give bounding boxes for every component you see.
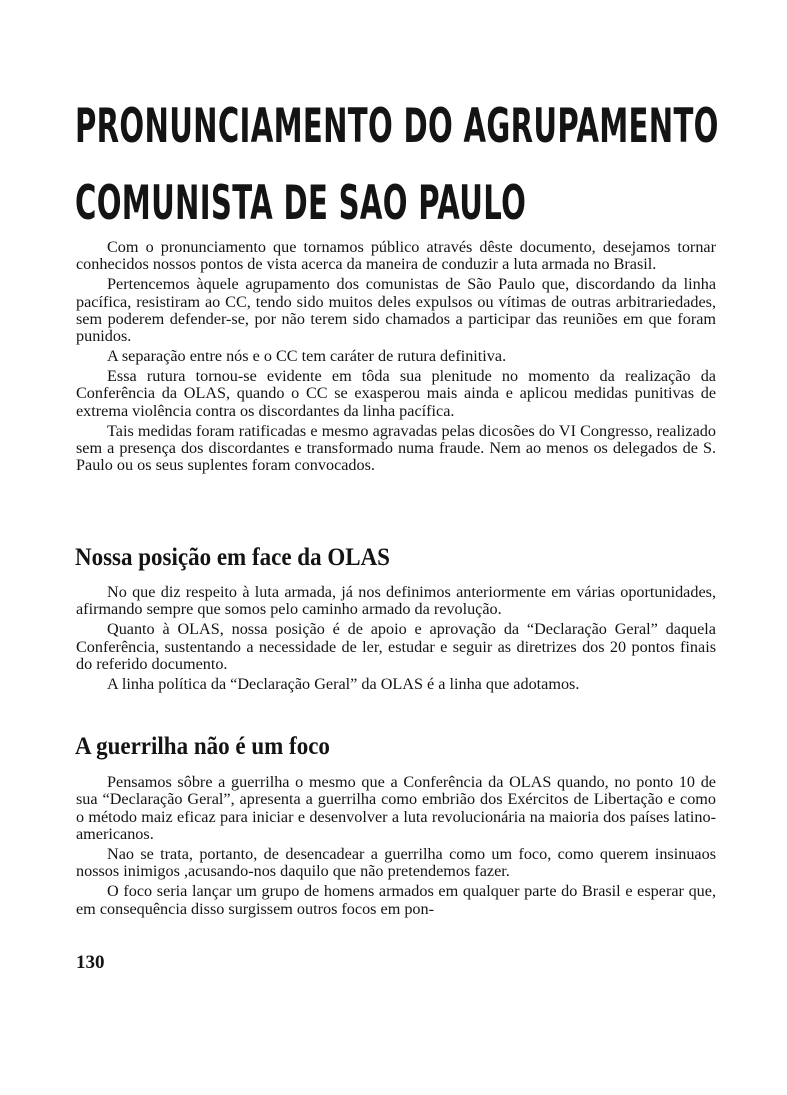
page-title <box>75 88 719 242</box>
paragraph: O foco seria lançar um grupo de homens armados em qualquer parte do Brasil e esperar que, em consequência disso surgissem outros focos em pon- <box>76 882 716 918</box>
paragraph: Pertencemos àquele agrupamento dos comunistas de São Paulo que, discordando da linha pacífica, resistiram ao CC, tendo sido muitos deles expulsos ou vítimas de outras arbitrariedades, sem poderem defender-se, por não terem sido chamados a participar das reuniões em que foram punidos. <box>76 275 716 346</box>
page-number: 130 <box>76 952 105 973</box>
section-heading-guerrilha: A guerrilha não é um foco <box>75 733 330 760</box>
paragraph: No que diz respeito à luta armada, já nos definimos anteriormente em várias oportunidades, afirmando sempre que somos pelo caminho armado da revolução. <box>76 583 716 619</box>
paragraph: A linha política da “Declaração Geral” da OLAS é a linha que adotamos. <box>107 674 580 693</box>
title-line-1: PRONUNCIAMENTO DO AGRUPAMENTO <box>75 99 719 154</box>
paragraph: Pensamos sôbre a guerrilha o mesmo que a Conferência da OLAS quando, no ponto 10 de sua “Declaração Geral”, apresenta a guerrilha como embrião dos Exércitos de Libertação e como o método maiz eficaz para iniciar e desenvolver a luta revolucionária na maioria dos países latino-americanos. <box>76 773 716 844</box>
section-guerrilha-text <box>76 774 716 918</box>
paragraph: Quanto à OLAS, nossa posição é de apoio e aprovação da “Declaração Geral” daquela Conferência, sustentando a necessidade de ler, estudar e seguir as diretrizes dos 20 pontos finais do referido documento. <box>76 620 716 674</box>
intro-text <box>76 239 716 475</box>
section-heading-olas: Nossa posição em face da OLAS <box>75 544 390 571</box>
paragraph: Com o pronunciamento que tornamos público através dêste documento, desejamos tornar conhecidos nossos pontos de vista acerca da maneira de conduzir a luta armada no Brasil. <box>76 238 716 274</box>
paragraph: Essa rutura tornou-se evidente em tôda sua plenitude no momento da realização da Conferência da OLAS, quando o CC se exasperou mais ainda e aplicou medidas punitivas de extrema violência contra os discordantes da linha pacífica. <box>76 367 716 420</box>
paragraph: Tais medidas foram ratificadas e mesmo agravadas pelas dicosões do VI Congresso, realizado sem a presença dos discordantes e transformado numa fraude. Nem ao menos os delegados de S. Paulo ou os seus suplentes foram convocados. <box>76 421 716 475</box>
title-line-2: COMUNISTA DE SAO PAULO <box>75 176 527 231</box>
paragraph: Nao se trata, portanto, de desencadear a guerrilha como um foco, como querem insinuaos nossos inimigos ,acusando-nos daquilo que não pretendemos fazer. <box>76 845 716 881</box>
section-olas-text <box>76 584 716 693</box>
paragraph: A separação entre nós e o CC tem caráter de rutura definitiva. <box>107 347 507 366</box>
